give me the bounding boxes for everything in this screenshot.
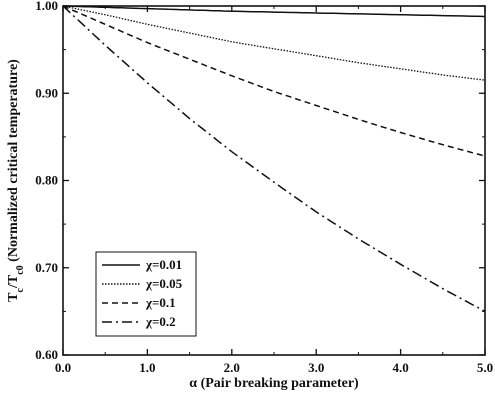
- x-tick-label: 2.0: [223, 360, 240, 375]
- series-line-3: [63, 6, 485, 156]
- legend: [96, 252, 196, 336]
- y-tick-label: 1.00: [35, 0, 58, 13]
- y-tick-label: 0.90: [35, 85, 58, 101]
- y-axis-title-main: T: [6, 292, 21, 302]
- y-tick-label: 0.70: [35, 259, 58, 275]
- y-axis-title-sub2: c0: [14, 265, 26, 275]
- series-line-2: [63, 6, 485, 80]
- legend-label: χ=0.01: [146, 257, 183, 272]
- legend-label: χ=0.2: [146, 314, 176, 329]
- x-tick-label: 3.0: [308, 360, 325, 375]
- x-tick-label: 0.0: [54, 360, 72, 375]
- legend-label: χ=0.05: [146, 276, 183, 291]
- x-tick-label: 4.0: [392, 360, 409, 375]
- y-tick-label: 0.60: [35, 347, 58, 362]
- y-axis-title-mid: /T: [6, 274, 21, 289]
- legend-label: χ=0.1: [146, 295, 176, 310]
- x-tick-label: 1.0: [139, 360, 156, 375]
- x-axis-title: α (Pair breaking parameter): [189, 376, 359, 391]
- y-axis-title-rest: (Normalized critical temperature): [6, 59, 21, 266]
- y-axis-title: [6, 59, 26, 302]
- y-tick-label: 0.80: [35, 172, 58, 188]
- x-tick-label: 5.0: [476, 360, 494, 375]
- y-axis-title-sub1: c: [14, 288, 26, 293]
